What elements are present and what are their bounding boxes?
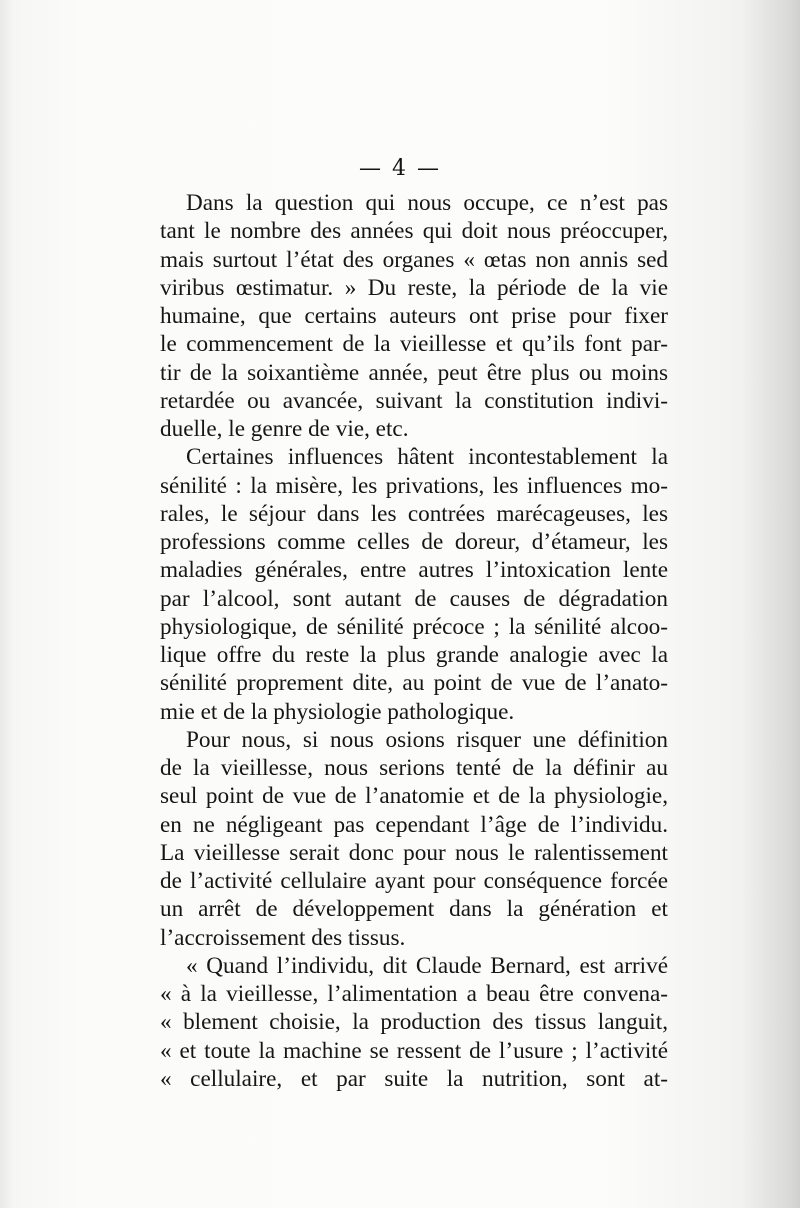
text-line: lique offre du reste la plus grande analogie avec la — [160, 642, 668, 668]
paragraph-definition — [160, 726, 668, 952]
text-line: le commencement de la vieillesse et qu’ils font par- — [160, 331, 668, 358]
text-line: Certaines influences hâtent incontestablement la — [186, 444, 668, 471]
page-number: — 4 — — [359, 156, 441, 181]
text-line: physiologique, de sénilité précoce ; la sénilité alcoo- — [160, 613, 668, 640]
text-line: professions comme celles de doreur, d’étameur, les — [160, 529, 668, 555]
text-line: de la vieillesse, nous serions tenté de la définir au — [160, 755, 668, 781]
text-line: mie et de la physiologie pathologique. — [160, 698, 515, 725]
text-line: l’accroissement des tissus. — [160, 924, 406, 951]
text-line: Pour nous, si nous osions risquer une définition — [186, 726, 668, 753]
text-line: un arrêt de développement dans la génération et — [160, 896, 668, 923]
text-line: La vieillesse serait donc pour nous le ralentissement — [160, 839, 668, 866]
paragraph-age-definition — [160, 189, 668, 443]
text-line: de l’activité cellulaire ayant pour conséquence forcée — [160, 868, 668, 894]
text-line: mais surtout l’état des organes « œtas non annis sed — [160, 246, 668, 273]
text-line: en ne négligeant pas cependant l’âge de l’individu. — [160, 811, 668, 838]
text-line: seul point de vue de l’anatomie et de la physiologie, — [160, 783, 668, 810]
text-line: tant le nombre des années qui doit nous préoccuper, — [160, 218, 668, 245]
text-line: maladies générales, entre autres l’intoxication lente — [160, 557, 668, 584]
text-line: « à la vieillesse, l’alimentation a beau être convena- — [160, 981, 668, 1007]
body-text — [160, 189, 668, 1093]
text-line: rales, le séjour dans les contrées marécageuses, les — [160, 500, 668, 527]
text-line: humaine, que certains auteurs ont prise pour fixer — [160, 303, 668, 329]
text-line: « Quand l’individu, dit Claude Bernard, est arrivé — [186, 952, 668, 979]
paragraph-influences — [160, 443, 668, 726]
text-line: sénilité proprement dite, au point de vue de l’anato- — [160, 670, 668, 697]
text-line: sénilité : la misère, les privations, les influences mo- — [160, 472, 668, 499]
text-line: « cellulaire, et par suite la nutrition, sont at- — [160, 1065, 668, 1092]
text-line: « blement choisie, la production des tissus languit, — [160, 1009, 668, 1036]
text-line: tir de la soixantième année, peut être plus ou moins — [160, 359, 668, 386]
text-line: viribus œstimatur. » Du reste, la période de la vie — [160, 274, 668, 301]
text-line: par l’alcool, sont autant de causes de dégradation — [160, 585, 668, 612]
text-line: duelle, le genre de vie, etc. — [160, 416, 409, 442]
text-line: Dans la question qui nous occupe, ce n’est pas — [186, 190, 668, 216]
text-line: retardée ou avancée, suivant la constitution indivi- — [160, 387, 668, 414]
text-line: « et toute la machine se ressent de l’usure ; l’activité — [160, 1037, 668, 1064]
paragraph-claude-bernard-quote — [160, 952, 668, 1093]
